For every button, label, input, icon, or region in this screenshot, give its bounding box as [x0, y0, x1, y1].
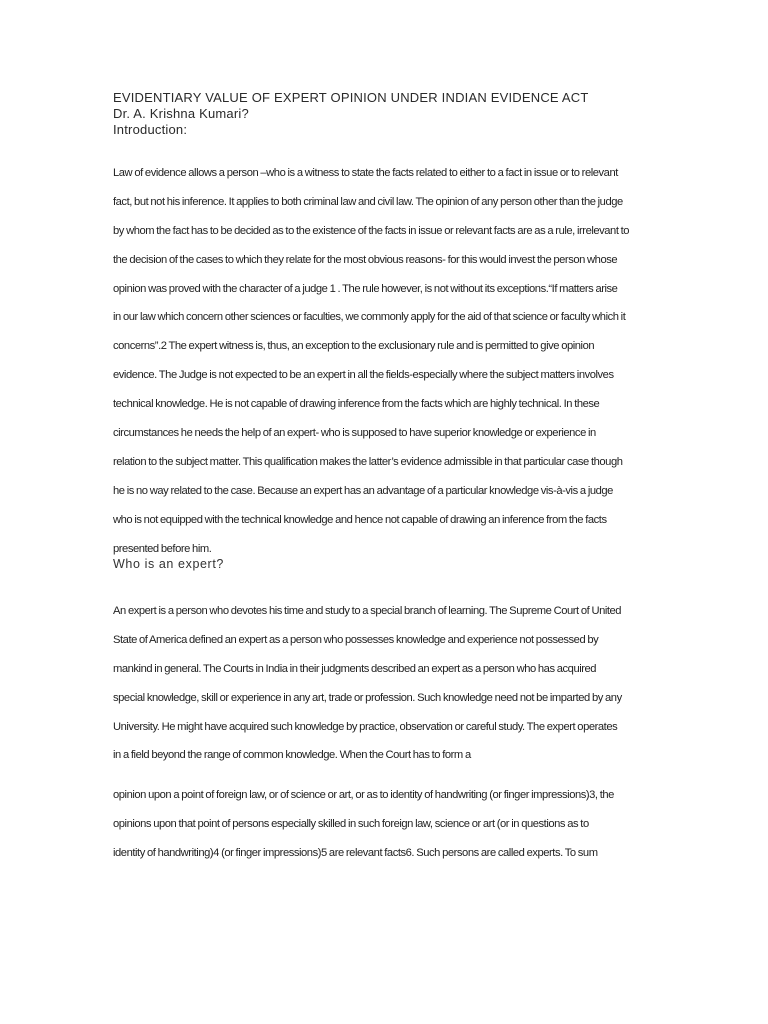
expert-definition-paragraph — [113, 597, 658, 770]
text-line: opinions upon that point of persons especially skilled in such foreign law, science or art (or in questions as to — [113, 817, 589, 830]
text-line: evidence. The Judge is not expected to be an expert in all the fields-especially where the subject matters involves — [113, 369, 614, 382]
text-line: who is not equipped with the technical knowledge and hence not capable of drawing an inference from the facts — [113, 513, 607, 526]
text-line: he is no way related to the case. Because an expert has an advantage of a particular knowledge vis-à-vis a judge — [113, 484, 613, 497]
text-line: concerns”.2 The expert witness is, thus, an exception to the exclusionary rule and is permitted to give opinion — [113, 340, 595, 353]
text-line: mankind in general. The Courts in India in their judgments described an expert as a person who has acquired — [113, 662, 597, 675]
author-name: Dr. A. Krishna Kumari? — [113, 106, 249, 121]
text-line: State of America defined an expert as a person who possesses knowledge and experience not possessed by — [113, 633, 599, 646]
text-line: Law of evidence allows a person –who is a witness to state the facts related to either to a fact in issue or to relevant — [113, 167, 618, 179]
document-title: EVIDENTIARY VALUE OF EXPERT OPINION UNDER INDIAN EVIDENCE ACT — [113, 90, 589, 105]
document-header — [113, 90, 673, 138]
text-line: University. He might have acquired such knowledge by practice, observation or careful study. The expert operates — [113, 720, 618, 733]
section-heading-who-is-expert: Who is an expert? — [113, 557, 224, 571]
text-line: fact, but not his inference. It applies to both criminal law and civil law. The opinion of any person other than the judge — [113, 195, 623, 208]
text-line: special knowledge, skill or experience in any art, trade or profession. Such knowledge need not be imparted by any — [113, 691, 622, 704]
text-line: in our law which concern other sciences or faculties, we commonly apply for the aid of that science or faculty which it — [113, 311, 626, 324]
text-line: presented before him. — [113, 542, 212, 555]
expert-opinion-paragraph — [113, 781, 658, 868]
text-line: by whom the fact has to be decided as to the existence of the facts in issue or relevant facts are as a rule, irrelevant to — [113, 224, 630, 237]
section-heading-introduction: Introduction: — [113, 122, 188, 137]
text-line: opinion upon a point of foreign law, or of science or art, or as to identity of handwriting (or finger impressions)3, the — [113, 789, 614, 801]
text-line: circumstances he needs the help of an expert- who is supposed to have superior knowledge or experience in — [113, 427, 596, 440]
text-line: opinion was proved with the character of a judge 1 . The rule however, is not without its exceptions.“If matters arise — [113, 282, 618, 295]
text-line: An expert is a person who devotes his time and study to a special branch of learning. The Supreme Court of United — [113, 605, 622, 617]
text-line: in a field beyond the range of common knowledge. When the Court has to form a — [113, 749, 471, 762]
text-line: technical knowledge. He is not capable of drawing inference from the facts which are highly technical. In these — [113, 398, 600, 411]
introduction-paragraph — [113, 159, 658, 563]
text-line: the decision of the cases to which they relate for the most obvious reasons- for this would invest the person whose — [113, 253, 618, 266]
text-line: relation to the subject matter. This qualification makes the latter’s evidence admissible in that particular case though — [113, 455, 623, 468]
text-line: identity of handwriting)4 (or finger impressions)5 are relevant facts6. Such persons are called experts. To sum — [113, 846, 598, 859]
